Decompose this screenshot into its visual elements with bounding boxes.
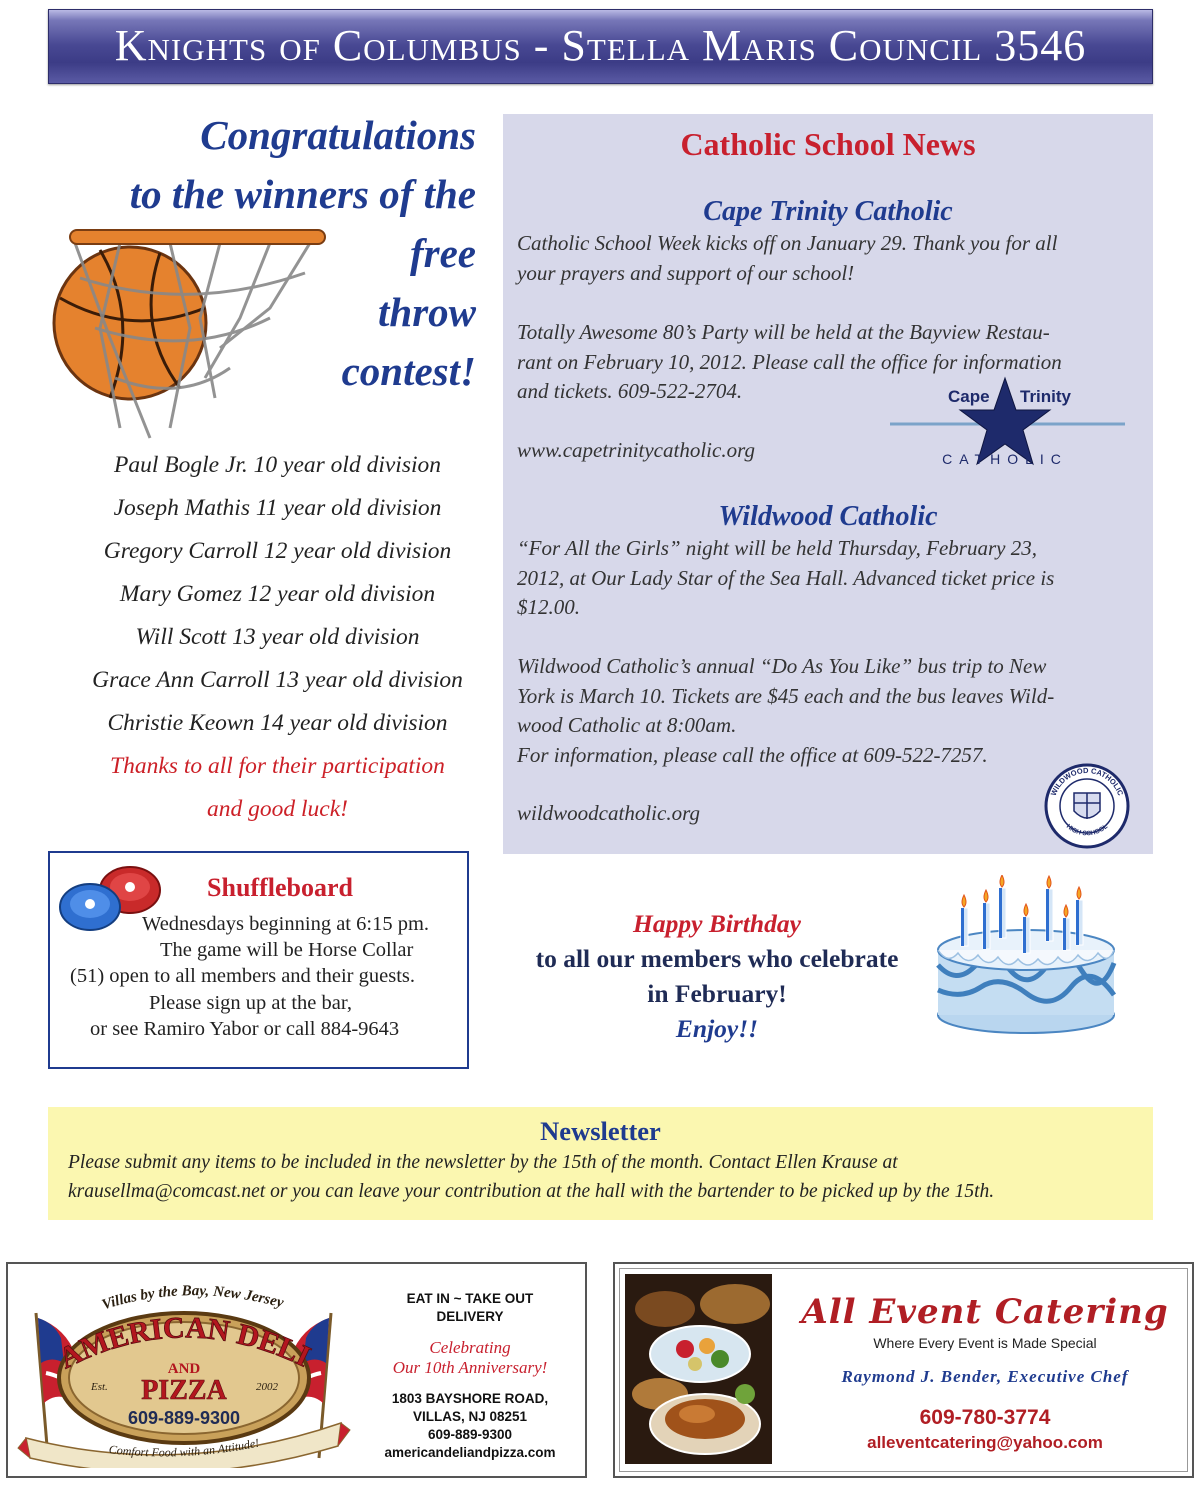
thanks-line: Thanks to all for their participation: [110, 753, 445, 779]
logo-word: Cape: [948, 387, 990, 406]
shuffleboard-line: The game will be Horse Collar: [160, 939, 414, 961]
logo-word: Trinity: [1020, 387, 1072, 406]
shuffleboard-pucks-icon: [55, 857, 165, 937]
svg-text:HIGH SCHOOL: HIGH SCHOOL: [1064, 823, 1110, 838]
svg-text:AMERICAN DELI: AMERICAN DELI: [53, 1311, 316, 1376]
deli-celebrating: Celebrating: [429, 1338, 511, 1357]
catering-tagline: Where Every Event is Made Special: [873, 1335, 1097, 1351]
birthday-line: Happy Birthday: [633, 909, 801, 938]
deli-address: 1803 BAYSHORE ROAD,: [391, 1391, 549, 1406]
catering-phone: 609-780-3774: [919, 1406, 1051, 1429]
deli-phone: 609-889-9300: [427, 1427, 513, 1442]
news-line: For information, please call the office at 609-522-7257.: [517, 742, 988, 767]
congrats-line: contest!: [341, 348, 476, 394]
news-line: $12.00.: [517, 595, 580, 619]
header-banner: [48, 9, 1153, 84]
svg-text:Est.: Est.: [91, 1381, 108, 1393]
catering-email[interactable]: alleventcatering@yahoo.com: [867, 1433, 1103, 1452]
svg-text:Comfort Food with an Attitude!: Comfort Food with an Attitude!: [108, 1435, 261, 1460]
news-line: wood Catholic at 8:00am.: [517, 713, 737, 737]
basketball-icon: [54, 247, 206, 399]
congrats-line: free: [409, 230, 476, 276]
shuffleboard-line: Please sign up at the bar,: [149, 992, 352, 1014]
catering-ad: [613, 1262, 1194, 1478]
birthday-line: to all our members who celebrate: [535, 944, 899, 973]
shuffleboard-line: Wednesdays beginning at 6:15 pm.: [142, 913, 430, 935]
congrats-line: Congratulations: [200, 112, 476, 158]
catering-name: All Event Catering: [801, 1292, 1169, 1332]
news-line: York is March 10. Tickets are $45 each and the bus leaves Wild-: [517, 683, 1055, 708]
news-line: and tickets. 609-522-2704.: [517, 379, 743, 403]
winner-item: Christie Keown 14 year old division: [107, 710, 448, 736]
newsletter-line: Please submit any items to be included in the newsletter by the 15th of the month. Contact Ellen Krause at: [68, 1152, 898, 1173]
birthday-cake-icon: [926, 875, 1126, 1040]
newsletter-box: [48, 1107, 1153, 1220]
news-line: your prayers and support of our school!: [517, 260, 855, 285]
birthday-line: in February!: [647, 979, 787, 1008]
cape-trinity-website[interactable]: www.capetrinitycatholic.org: [517, 438, 755, 462]
svg-text:2002: 2002: [256, 1381, 278, 1393]
winner-item: Paul Bogle Jr. 10 year old division: [114, 452, 441, 478]
news-line: Catholic School Week kicks off on January 29. Thank you for all: [517, 231, 1058, 255]
deli-eat-in: EAT IN ~ TAKE OUT: [406, 1291, 534, 1306]
svg-text:Villas by the Bay, New Jersey: Villas by the Bay, New Jersey: [100, 1283, 286, 1314]
news-line: “For All the Girls” night will be held Thursday, February 23,: [517, 536, 1037, 560]
wildwood-catholic-seal: [1042, 763, 1132, 849]
deli-address: VILLAS, NJ 08251: [412, 1409, 528, 1424]
american-deli-ad: [6, 1262, 587, 1478]
shuffleboard-line: (51) open to all members and their guests.: [70, 965, 415, 987]
svg-text:609-889-9300: 609-889-9300: [127, 1408, 241, 1428]
birthday-line: Enjoy!!: [675, 1014, 759, 1043]
cape-trinity-title: Cape Trinity Catholic: [703, 196, 953, 227]
catholic-school-news-panel: [503, 114, 1153, 854]
cape-trinity-logo: [880, 372, 1130, 472]
american-deli-logo: [16, 1278, 351, 1468]
deli-delivery: DELIVERY: [436, 1309, 504, 1324]
newsletter-line: krausellma@comcast.net or you can leave your contribution at the hall with the bartender to be picked up by the 15th.: [68, 1181, 995, 1202]
winner-item: Will Scott 13 year old division: [135, 624, 420, 650]
congrats-line: throw: [378, 289, 476, 335]
wildwood-website[interactable]: wildwoodcatholic.org: [517, 801, 700, 825]
winner-item: Grace Ann Carroll 13 year old division: [92, 667, 463, 693]
logo-word: CATHOLIC: [942, 451, 1068, 467]
shuffleboard-title: Shuffleboard: [207, 873, 353, 902]
svg-text:PIZZA: PIZZA: [141, 1375, 227, 1406]
svg-text:AND: AND: [167, 1361, 201, 1377]
catering-chef: Raymond J. Bender, Executive Chef: [841, 1367, 1129, 1386]
news-line: 2012, at Our Lady Star of the Sea Hall. Advanced ticket price is: [517, 565, 1055, 590]
deli-anniversary: Our 10th Anniversary!: [392, 1358, 548, 1377]
news-title: Catholic School News: [680, 126, 976, 162]
catering-food-photo: [625, 1274, 772, 1464]
deli-website[interactable]: americandeliandpizza.com: [384, 1445, 556, 1460]
news-line: rant on February 10, 2012. Please call the office for information: [517, 349, 1062, 374]
thanks-line: and good luck!: [207, 796, 348, 822]
news-line: Wildwood Catholic’s annual “Do As You Like” bus trip to New: [517, 654, 1047, 678]
news-line: Totally Awesome 80’s Party will be held at the Bayview Restau-: [517, 320, 1050, 344]
winner-item: Mary Gomez 12 year old division: [119, 581, 436, 607]
shuffleboard-line: or see Ramiro Yabor or call 884-9643: [90, 1018, 400, 1040]
wildwood-title: Wildwood Catholic: [718, 501, 938, 532]
winner-item: Joseph Mathis 11 year old division: [113, 495, 442, 521]
winner-item: Gregory Carroll 12 year old division: [103, 538, 452, 564]
svg-text:WILDWOOD CATHOLIC: WILDWOOD CATHOLIC: [1048, 765, 1126, 797]
newsletter-title: Newsletter: [540, 1116, 661, 1146]
congrats-line: to the winners of the: [129, 171, 476, 217]
header-title: Knights of Columbus - Stella Maris Council 3546: [114, 21, 1087, 70]
basketball-hoop-icon: [40, 218, 340, 446]
